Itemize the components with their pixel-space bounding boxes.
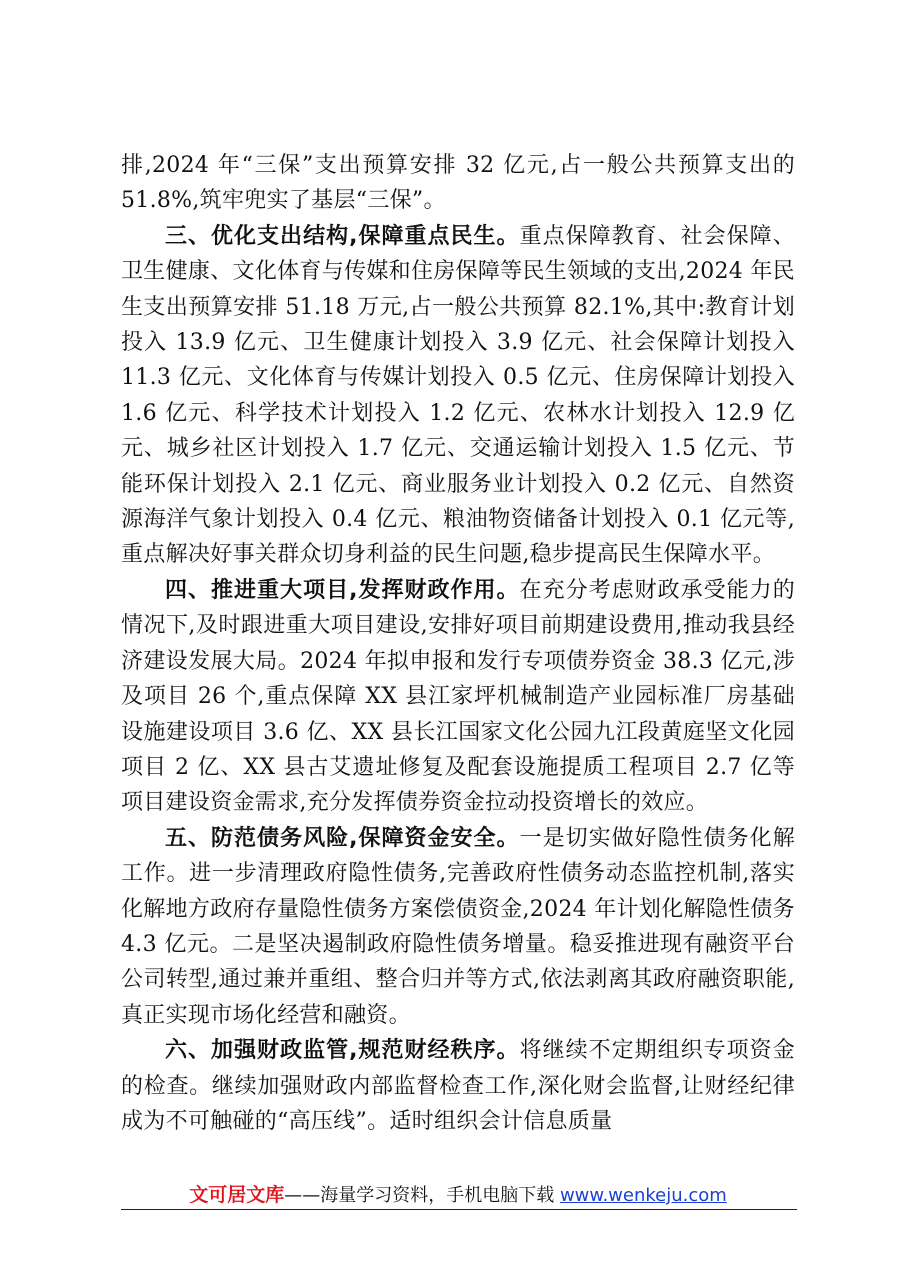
section-heading: 四、推进重大项目,发挥财政作用。 xyxy=(165,577,520,603)
paragraph-continuation xyxy=(121,148,795,219)
paragraph-text: 排,2024 年“三保”支出预算安排 32 亿元,占一般公共预算支出的 51.8%,筑牢兜实了基层“三保”。 xyxy=(121,153,795,214)
paragraph-text: 在充分考虑财政承受能力的情况下,及时跟进重大项目建设,安排好项目前期建设费用,推动我县经济建设发展大局。2024 年拟申报和发行专项债券资金 38.3 亿元,涉及项目 26 个,重点保障 XX 县江家坪机械制造产业园标准厂房基础设施建设项目 3.6 亿、XX 县长江国家文化公园九江段黄庭坚文化园项目 2 亿、XX 县古艾遗址修复及配套设施提质工程项目 2.7 亿等项目建设资金需求,充分发挥债券资金拉动投资增长的效应。 xyxy=(121,577,795,816)
footer-brand: 文可居文库 xyxy=(189,1184,285,1206)
footer-link[interactable]: www.wenkeju.com xyxy=(559,1185,727,1206)
section-heading: 五、防范债务风险,保障资金安全。 xyxy=(165,825,520,851)
paragraph-text: 一是切实做好隐性债务化解工作。进一步清理政府隐性债务,完善政府性债务动态监控机制,落实化解地方政府存量隐性债务方案偿债资金,2024 年计划化解隐性债务 4.3 亿元。二是坚决遏制政府隐性债务增量。稳妥推进现有融资平台公司转型,通过兼并重组、整合归并等方式,依法剥离其政府融资职能,真正实现市场化经营和融资。 xyxy=(121,825,795,1028)
paragraph-section-4 xyxy=(121,573,795,821)
paragraph-section-5 xyxy=(121,821,795,1033)
section-heading: 六、加强财政监管,规范财经秩序。 xyxy=(165,1038,520,1064)
footer-divider xyxy=(121,1209,797,1210)
paragraph-text: 重点保障教育、社会保障、卫生健康、文化体育与传媒和住房保障等民生领域的支出,2024 年民生支出预算安排 51.18 万元,占一般公共预算 82.1%,其中:教育计划投入 13.9 亿元、卫生健康计划投入 3.9 亿元、社会保障计划投入 11.3 亿元、文化体育与传媒计划投入 0.5 亿元、住房保障计划投入 1.6 亿元、科学技术计划投入 1.2 亿元、农林水计划投入 12.9 亿元、城乡社区计划投入 1.7 亿元、交通运输计划投入 1.5 亿元、节能环保计划投入 2.1 亿元、商业服务业计划投入 0.2 亿元、自然资源海洋气象计划投入 0.4 亿元、粮油物资储备计划投入 0.1 亿元等,重点解决好事关群众切身利益的民生问题,稳步提高民生保障水平。 xyxy=(121,223,795,568)
paragraph-section-3 xyxy=(121,219,795,573)
paragraph-section-6 xyxy=(121,1033,795,1139)
page-footer xyxy=(121,1178,795,1213)
document-body xyxy=(121,148,795,1139)
paragraph-text: 将继续不定期组织专项资金的检查。继续加强财政内部监督检查工作,深化财会监督,让财经纪律成为不可触碰的“高压线”。适时组织会计信息质量 xyxy=(121,1038,795,1134)
section-heading: 三、优化支出结构,保障重点民生。 xyxy=(165,223,520,249)
footer-tagline: ——海量学习资料，手机电脑下载 xyxy=(284,1185,560,1206)
